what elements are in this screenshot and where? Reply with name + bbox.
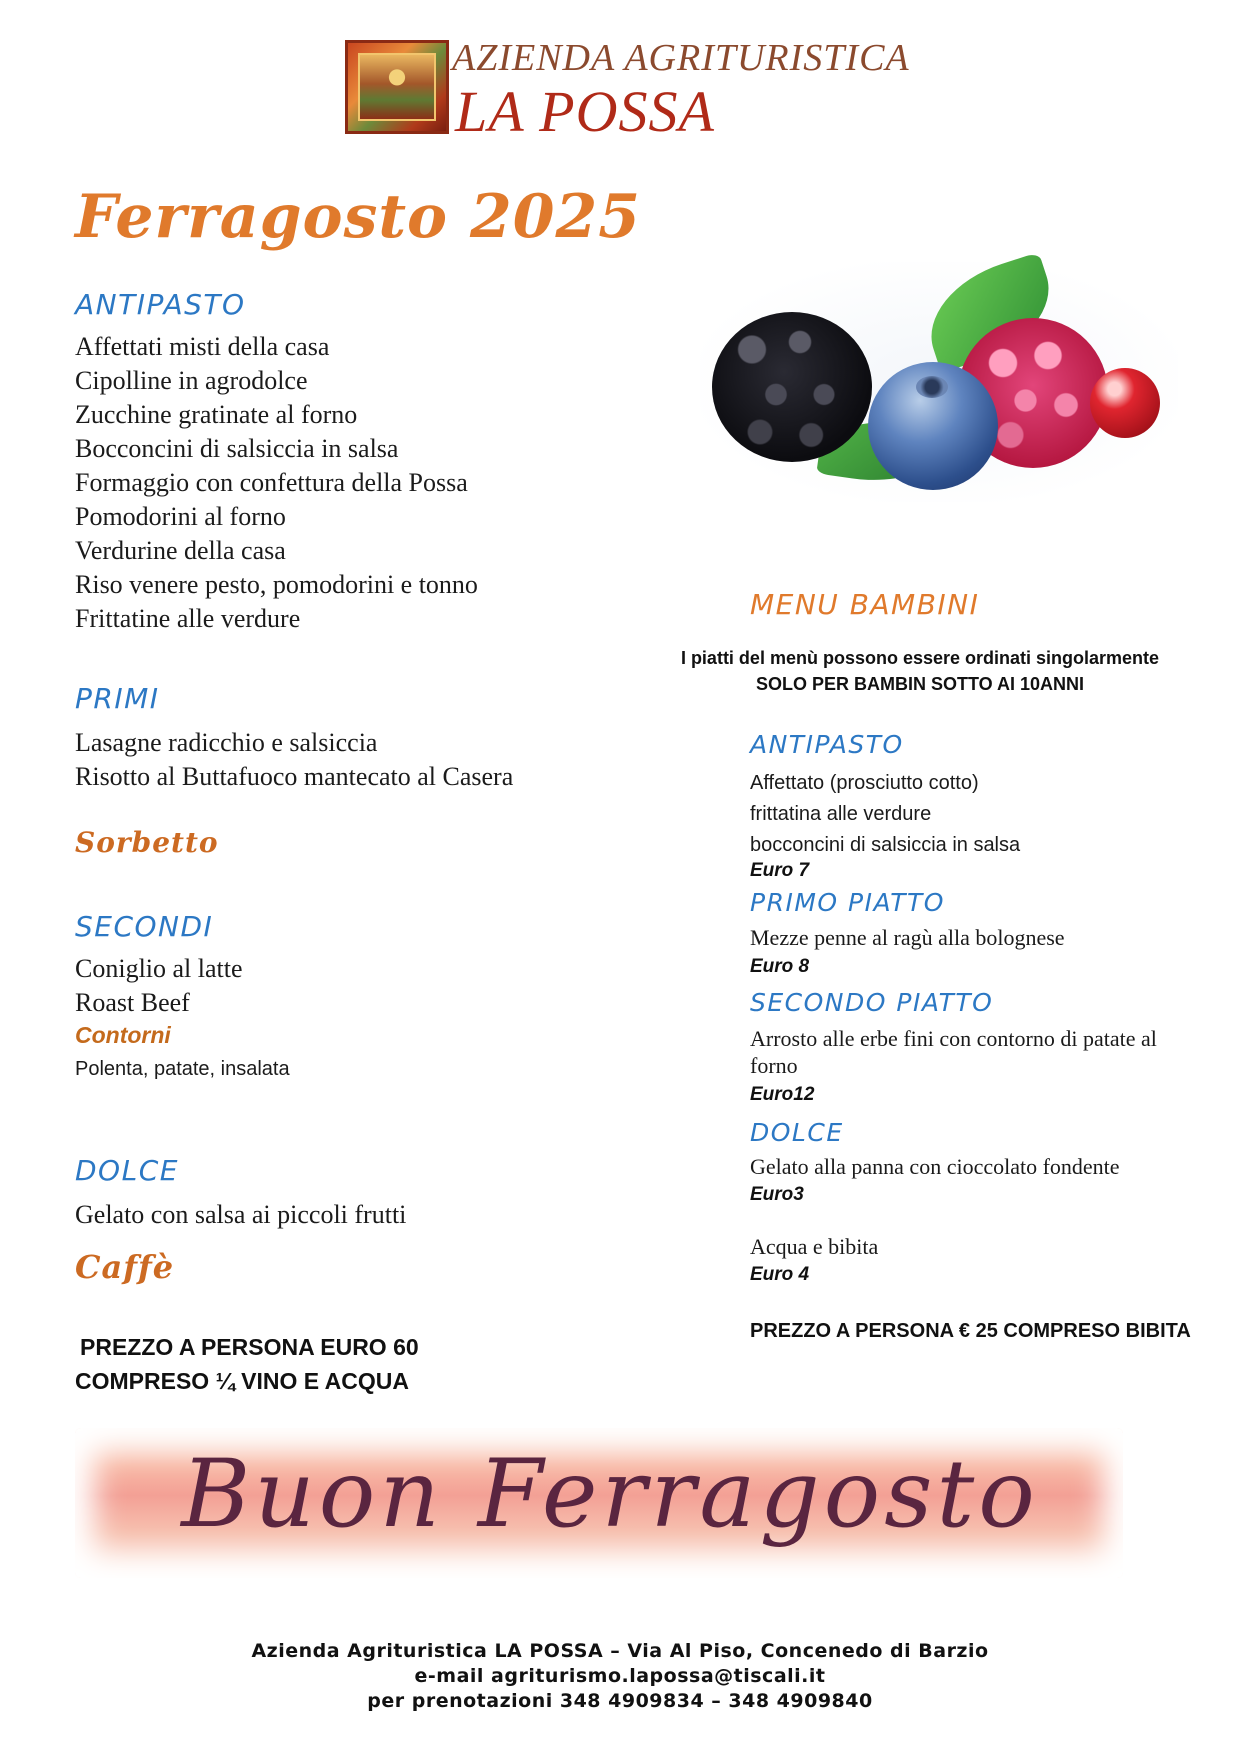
kids-dolce-heading: DOLCE [750, 1118, 844, 1147]
adult-price-line1: PREZZO A PERSONA EURO 60 [80, 1334, 419, 1360]
list-item: Affettati misti della casa [75, 332, 330, 361]
blackberry-image [712, 312, 872, 462]
antipasto-heading: ANTIPASTO [75, 288, 246, 321]
kids-secondo-heading: SECONDO PIATTO [750, 988, 994, 1017]
kids-menu-heading: MENU BAMBINI [750, 588, 980, 621]
sorbetto-label: Sorbetto [75, 826, 219, 859]
list-item: Bocconcini di salsiccia in salsa [75, 434, 399, 463]
list-item: Risotto al Buttafuoco mantecato al Casera [75, 762, 514, 791]
redcurrant-image [1090, 368, 1160, 438]
kids-note-line1: I piatti del menù possono essere ordinati singolarmente [680, 648, 1160, 668]
kids-secondo-line1: Arrosto alle erbe fini con contorno di patate al [750, 1026, 1157, 1051]
list-item: frittatina alle verdure [750, 803, 932, 825]
secondi-list [75, 952, 243, 1020]
list-item: Gelato con salsa ai piccoli frutti [75, 1200, 407, 1229]
kids-dolce-price: Euro3 [750, 1184, 804, 1205]
kids-primo-price: Euro 8 [750, 956, 810, 977]
contorni-label: Contorni [75, 1022, 171, 1048]
kids-antipasto-list [750, 768, 1020, 861]
list-item: Affettato (prosciutto cotto) [750, 772, 979, 794]
kids-primo-heading: PRIMO PIATTO [750, 888, 945, 917]
kids-secondo-line2: forno [750, 1053, 798, 1078]
primi-list [75, 726, 513, 794]
list-item: Mezze penne al ragù alla bolognese [750, 925, 1065, 950]
kids-antipasto-heading: ANTIPASTO [750, 730, 904, 759]
list-item: Gelato alla panna con cioccolato fondente [750, 1154, 1120, 1179]
list-item: Formaggio con confettura della Possa [75, 468, 468, 497]
kids-drinks-price: Euro 4 [750, 1264, 810, 1285]
list-item: Lasagne radicchio e salsiccia [75, 728, 378, 757]
blueberry-image [868, 362, 998, 490]
list-item: Frittatine alle verdure [75, 604, 301, 633]
list-item: Zucchine gratinate al forno [75, 400, 358, 429]
kids-drinks-text: Acqua e bibita [750, 1234, 879, 1259]
primi-heading: PRIMI [75, 682, 160, 715]
kids-secondo-price: Euro12 [750, 1084, 815, 1105]
antipasto-list [75, 330, 478, 636]
list-item: Roast Beef [75, 988, 190, 1017]
dolce-heading: DOLCE [75, 1154, 179, 1187]
kids-antipasto-price: Euro 7 [750, 860, 810, 881]
footer-address: Azienda Agrituristica LA POSSA – Via Al Piso, Concenedo di Barzio [251, 1640, 989, 1662]
kids-total-price: PREZZO A PERSONA € 25 COMPRESO BIBITA [750, 1320, 1191, 1342]
brand-name-line1: AZIENDA AGRITURISTICA [452, 37, 910, 79]
list-item: Pomodorini al forno [75, 502, 286, 531]
list-item: Riso venere pesto, pomodorini e tonno [75, 570, 478, 599]
brand-name-line2: LA POSSA [455, 79, 715, 144]
logo-emblem [345, 40, 449, 134]
footer-email: e-mail agriturismo.lapossa@tiscali.it [414, 1665, 826, 1687]
secondi-heading: SECONDI [75, 910, 214, 943]
kids-note-line2: SOLO PER BAMBIN SOTTO AI 10ANNI [755, 674, 1085, 694]
list-item: bocconcini di salsiccia in salsa [750, 834, 1021, 856]
list-item: Verdurine della casa [75, 536, 286, 565]
caffe-label: Caffè [75, 1248, 175, 1286]
list-item: Cipolline in agrodolce [75, 366, 308, 395]
list-item: Coniglio al latte [75, 954, 243, 983]
adult-price-line2: COMPRESO ¼ VINO E ACQUA [75, 1368, 409, 1394]
greeting-text: Buon Ferragosto [181, 1440, 1039, 1549]
contorni-text: Polenta, patate, insalata [75, 1058, 290, 1080]
page-title: Ferragosto 2025 [75, 182, 641, 252]
footer-phone: per prenotazioni 348 4909834 – 348 4909840 [367, 1690, 873, 1712]
